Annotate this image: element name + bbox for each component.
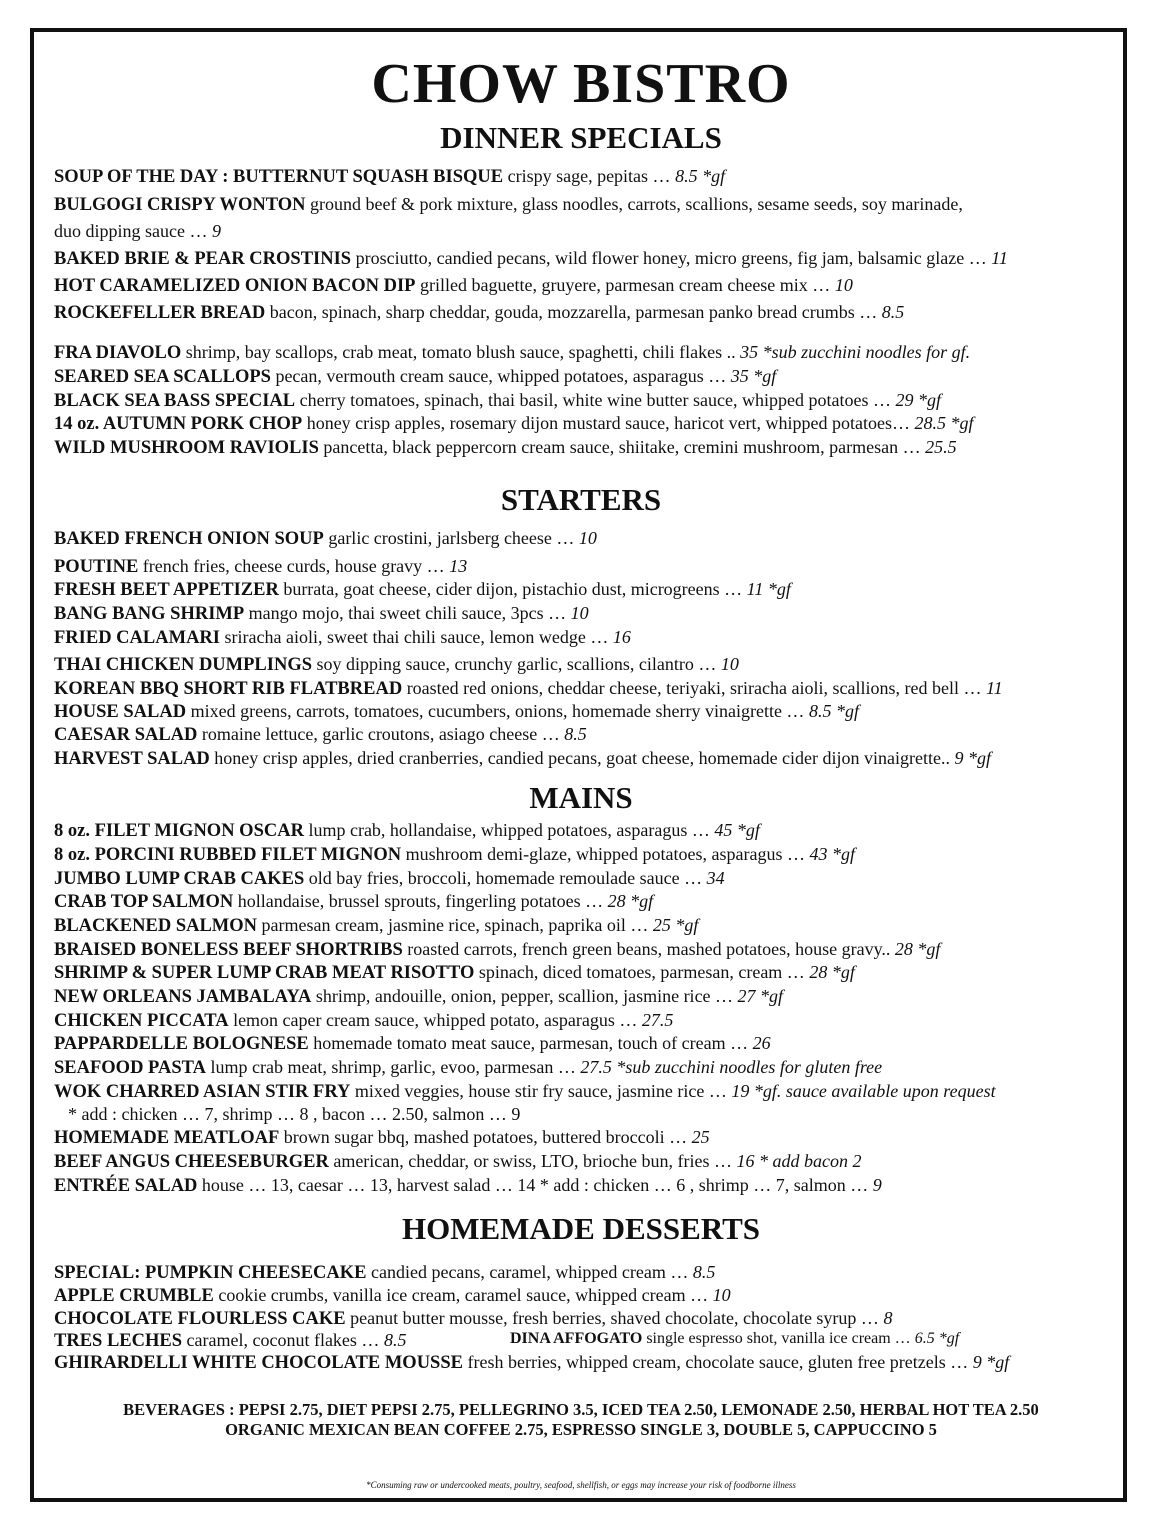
menu-item (54, 677, 1003, 700)
menu-item-name: SEAFOOD PASTA (54, 1058, 206, 1078)
menu-item-description: mango mojo, thai sweet chili sauce, 3pcs … (244, 603, 571, 623)
menu-item (54, 436, 957, 459)
menu-item-description: homemade tomato meat sauce, parmesan, touch of cream … (308, 1033, 753, 1053)
menu-item-name: HOUSE SALAD (54, 702, 187, 722)
menu-item (54, 274, 853, 297)
menu-item-description: brown sugar bbq, mashed potatoes, buttered broccoli … (279, 1127, 692, 1147)
menu-item-description: old bay fries, broccoli, homemade remoulade sauce … (304, 868, 707, 888)
menu-item-description: hollandaise, brussel sprouts, fingerling potatoes … (233, 891, 608, 911)
menu-item-name: 8 oz. FILET MIGNON OSCAR (54, 821, 304, 841)
menu-item-description: mixed veggies, house stir fry sauce, jasmine rice … (350, 1081, 732, 1101)
menu-item-description: shrimp, andouille, onion, pepper, scallion, jasmine rice … (311, 986, 738, 1006)
menu-item-price: 10 (834, 275, 853, 295)
beverages-line-1: BEVERAGES : PEPSI 2.75, DIET PEPSI 2.75, PELLEGRINO 3.5, ICED TEA 2.50, LEMONADE 2.50, HERBAL HOT TEA 2.50 (123, 1400, 1039, 1419)
menu-item (54, 1080, 996, 1103)
menu-item (54, 653, 739, 676)
menu-item-name: SEARED SEA SCALLOPS (54, 367, 271, 387)
menu-item-description: prosciutto, candied pecans, wild flower honey, micro greens, fig jam, balsamic glaze … (351, 248, 992, 268)
menu-item-description: mixed greens, carrots, tomatoes, cucumbers, onions, homemade sherry vinaigrette … (186, 701, 809, 721)
menu-item-name: FRA DIAVOLO (54, 343, 182, 363)
menu-item-description: grilled baguette, gruyere, parmesan cream cheese mix … (415, 275, 835, 295)
menu-item (54, 527, 597, 550)
menu-item-continuation (54, 220, 221, 242)
food-safety-footnote: *Consuming raw or undercooked meats, poultry, seafood, shellfish, or eggs may increase your risk of foodborne illness (366, 1480, 796, 1490)
menu-item-price: 9 (872, 1175, 882, 1195)
menu-item-price: 19 *gf. sauce available upon request (731, 1081, 996, 1101)
menu-item-description: romaine lettuce, garlic croutons, asiago cheese … (197, 724, 565, 744)
menu-item-name: ROCKEFELLER BREAD (54, 303, 266, 323)
menu-item-name: FRIED CALAMARI (54, 628, 220, 648)
menu-item (54, 1284, 731, 1307)
menu-item-price: 8.5 (692, 1262, 716, 1282)
menu-item-price: 28 *gf (607, 891, 654, 911)
menu-item-name: HOT CARAMELIZED ONION BACON DIP (54, 276, 416, 296)
menu-item-price: 16 (612, 627, 631, 647)
menu-item (54, 867, 725, 890)
menu-item-description: shrimp, bay scallops, crab meat, tomato blush sauce, spaghetti, chili flakes .. (181, 342, 741, 362)
menu-item-price: 10 (712, 1285, 731, 1305)
menu-item (54, 301, 904, 324)
menu-item-price: 8.5 *gf (808, 701, 859, 721)
menu-item-name: KOREAN BBQ SHORT RIB FLATBREAD (54, 679, 403, 699)
menu-item-description: ground beef & pork mixture, glass noodles, carrots, scallions, sesame seeds, soy marinade, (305, 194, 963, 214)
menu-item-price: 10 (570, 603, 589, 623)
menu-item (54, 1009, 673, 1032)
menu-item-description: pancetta, black peppercorn cream sauce, shiitake, cremini mushroom, parmesan … (318, 437, 926, 457)
menu-item-price: 28 *gf (894, 939, 941, 959)
beverages-line-2: ORGANIC MEXICAN BEAN COFFEE 2.75, ESPRESSO SINGLE 3, DOUBLE 5, CAPPUCCINO 5 (225, 1420, 937, 1439)
menu-item-price: 27 *gf (737, 986, 784, 1006)
menu-item (54, 819, 760, 842)
menu-item-name: POUTINE (54, 557, 139, 577)
menu-item (54, 247, 1008, 270)
menu-item (54, 626, 631, 649)
menu-item-description: french fries, cheese curds, house gravy … (138, 556, 450, 576)
menu-item-description: lump crab, hollandaise, whipped potatoes, asparagus … (303, 820, 715, 840)
menu-item-price: 29 *gf (895, 390, 941, 410)
menu-item (54, 843, 855, 866)
menu-item-name: BAKED BRIE & PEAR CROSTINIS (54, 249, 352, 269)
menu-item-description: mushroom demi-glaze, whipped potatoes, asparagus … (401, 844, 810, 864)
menu-item-price: 25.5 (925, 437, 957, 457)
menu-item-description: american, cheddar, or swiss, LTO, brioche bun, fries … (328, 1151, 737, 1171)
menu-item-name: SOUP OF THE DAY : BUTTERNUT SQUASH BISQUE (54, 167, 504, 187)
restaurant-title: CHOW BISTRO (371, 53, 791, 115)
menu-item (54, 1032, 771, 1055)
menu-item (54, 747, 991, 770)
menu-item-name: HOMEMADE MEATLOAF (54, 1128, 280, 1148)
menu-item (54, 1329, 406, 1352)
menu-item (54, 961, 855, 984)
menu-item (54, 1307, 892, 1330)
menu-item-name: BLACKENED SALMON (54, 916, 258, 936)
menu-item-price: 13 (449, 556, 468, 576)
menu-item-price: 25 *gf (652, 915, 699, 935)
menu-item-description: burrata, goat cheese, cider dijon, pistachio dust, microgreens … (278, 579, 747, 599)
menu-item-name: 14 oz. AUTUMN PORK CHOP (54, 414, 303, 434)
menu-item-price: 10 (720, 654, 739, 674)
menu-item (54, 1261, 715, 1284)
menu-item-description: house … 13, caesar … 13, harvest salad … 14 * add : chicken … 6 , shrimp … 7, salmon … (197, 1175, 873, 1195)
menu-item-name: PAPPARDELLE BOLOGNESE (54, 1034, 309, 1054)
menu-item-name: CHOCOLATE FLOURLESS CAKE (54, 1309, 346, 1329)
menu-item-price: 28 *gf (809, 962, 855, 982)
menu-item (54, 1351, 1009, 1374)
menu-item-name: GHIRARDELLI WHITE CHOCOLATE MOUSSE (54, 1353, 463, 1373)
menu-item-name: HARVEST SALAD (54, 749, 210, 769)
menu-item (54, 1150, 862, 1173)
menu-item (54, 341, 970, 364)
menu-item-description: roasted red onions, cheddar cheese, teriyaki, sriracha aioli, scallions, red bell … (402, 678, 986, 698)
menu-item-name: BAKED FRENCH ONION SOUP (54, 529, 324, 549)
menu-item-price: 25 (691, 1127, 710, 1147)
menu-item-name: BANG BANG SHRIMP (54, 604, 245, 624)
menu-item-description: lemon caper cream sauce, whipped potato, asparagus … (228, 1010, 642, 1030)
menu-item-name: JUMBO LUMP CRAB CAKES (54, 869, 305, 889)
menu-item-description: pecan, vermouth cream sauce, whipped potatoes, asparagus … (270, 366, 731, 386)
menu-item-description: honey crisp apples, dried cranberries, candied pecans, goat cheese, homemade cider dijon vinaigrette.. (209, 748, 955, 768)
menu-item-price: 43 *gf (809, 844, 855, 864)
menu-item (54, 578, 791, 601)
menu-item (54, 723, 587, 746)
menu-item-name: CRAB TOP SALMON (54, 892, 234, 912)
menu-item-description: honey crisp apples, rosemary dijon mustard sauce, haricot vert, whipped potatoes… (302, 413, 915, 433)
menu-item-description: fresh berries, whipped cream, chocolate sauce, gluten free pretzels … (462, 1352, 973, 1372)
menu-item-description: soy dipping sauce, crunchy garlic, scallions, cilantro … (312, 654, 721, 674)
menu-item (54, 985, 783, 1008)
menu-item-description: duo dipping sauce … (54, 221, 212, 241)
menu-item-price: 35 *gf (730, 366, 777, 386)
menu-item-name: APPLE CRUMBLE (54, 1286, 214, 1306)
menu-item-name: SPECIAL: PUMPKIN CHEESECAKE (54, 1263, 367, 1283)
menu-item-description: sriracha aioli, sweet thai chili sauce, lemon wedge … (220, 627, 613, 647)
menu-item-price: 8.5 (383, 1330, 407, 1350)
menu-item (54, 165, 725, 188)
menu-item-price: 45 *gf (714, 820, 760, 840)
menu-item-description: garlic crostini, jarlsberg cheese … (323, 528, 579, 548)
menu-item-name: BLACK SEA BASS SPECIAL (54, 391, 296, 411)
menu-item-price: 11 *gf (746, 579, 791, 599)
menu-item-name: SHRIMP & SUPER LUMP CRAB MEAT RISOTTO (54, 963, 475, 983)
menu-item (54, 412, 974, 435)
menu-item-price: 9 *gf (972, 1352, 1010, 1372)
menu-item-name: CHICKEN PICCATA (54, 1011, 229, 1031)
menu-item-name: TRES LECHES (54, 1331, 183, 1351)
stir-fry-addons: * add : chicken … 7, shrimp … 8 , bacon … 2.50, salmon … 9 (68, 1104, 521, 1124)
section-heading-starters: STARTERS (500, 482, 662, 517)
menu-item-price: 27.5 (641, 1010, 674, 1030)
menu-item-name: CAESAR SALAD (54, 725, 198, 745)
menu-item-description: parmesan cream, jasmine rice, spinach, paprika oil … (257, 915, 653, 935)
menu-item-price: 35 *sub zucchini noodles for gf. (740, 342, 971, 362)
menu-item (54, 1174, 882, 1197)
section-heading-mains: MAINS (529, 780, 633, 815)
menu-item-description: bacon, spinach, sharp cheddar, gouda, mozzarella, parmesan panko bread crumbs … (265, 302, 882, 322)
menu-item-description: spinach, diced tomatoes, parmesan, cream … (474, 962, 810, 982)
menu-item (54, 914, 698, 937)
menu-item-description: candied pecans, caramel, whipped cream … (366, 1262, 693, 1282)
menu-item-price: 26 (752, 1033, 771, 1053)
menu-item-description: single espresso shot, vanilla ice cream … (642, 1330, 915, 1347)
menu-item-price: 8 (883, 1308, 893, 1328)
menu-item-name: 8 oz. PORCINI RUBBED FILET MIGNON (54, 845, 402, 865)
menu-item (54, 700, 859, 723)
menu-item-price: 6.5 *gf (914, 1330, 960, 1347)
menu-item-name: ENTRÉE SALAD (54, 1176, 198, 1196)
menu-item (54, 193, 963, 216)
menu-item-price: 8.5 (564, 724, 587, 744)
menu-item (54, 938, 940, 961)
menu-item-name: BEEF ANGUS CHEESEBURGER (54, 1152, 329, 1172)
menu-item-price: 9 *gf (954, 748, 992, 768)
menu-item-description: cherry tomatoes, spinach, thai basil, white wine butter sauce, whipped potatoes … (295, 390, 896, 410)
menu-item-name: WILD MUSHROOM RAVIOLIS (54, 438, 319, 458)
menu-item (54, 890, 653, 913)
section-heading-specials: DINNER SPECIALS (440, 120, 722, 155)
menu-item (54, 602, 589, 625)
menu-item-name: BRAISED BONELESS BEEF SHORTRIBS (54, 940, 403, 960)
section-heading-desserts: HOMEMADE DESSERTS (401, 1211, 761, 1246)
menu-item-price: 16 * add bacon 2 (736, 1151, 862, 1171)
menu-item (54, 555, 467, 578)
menu-item-name: WOK CHARRED ASIAN STIR FRY (54, 1082, 351, 1102)
menu-item-name: BULGOGI CRISPY WONTON (54, 195, 306, 215)
menu-item-price: 8.5 *gf (675, 166, 726, 186)
menu-item (510, 1330, 959, 1348)
menu-item-description: caramel, coconut flakes … (182, 1330, 384, 1350)
menu-item (54, 1126, 710, 1149)
menu-item-price: 28.5 *gf (914, 413, 974, 433)
menu-item-description: crispy sage, pepitas … (503, 166, 676, 186)
menu-item (54, 1056, 882, 1079)
menu-item-name: FRESH BEET APPETIZER (54, 580, 279, 600)
menu-item-name: DINA AFFOGATO (510, 1330, 643, 1347)
menu-item-description: lump crab meat, shrimp, garlic, evoo, parmesan … (205, 1057, 581, 1077)
menu-item-price: 27.5 *sub zucchini noodles for gluten free (580, 1057, 883, 1077)
menu-item-description: roasted carrots, french green beans, mashed potatoes, house gravy.. (402, 939, 895, 959)
menu-item-price: 11 (985, 678, 1003, 698)
menu-item-description: peanut butter mousse, fresh berries, shaved chocolate, chocolate syrup … (345, 1308, 884, 1328)
menu-item-price: 9 (211, 221, 221, 241)
menu-item-name: NEW ORLEANS JAMBALAYA (54, 987, 312, 1007)
menu-item-price: 34 (706, 868, 725, 888)
menu-item-name: THAI CHICKEN DUMPLINGS (54, 655, 312, 675)
menu-item (54, 389, 941, 412)
menu-item-price: 10 (578, 528, 597, 548)
menu-item-description: cookie crumbs, vanilla ice cream, caramel sauce, whipped cream … (213, 1285, 713, 1305)
menu-item-price: 11 (991, 248, 1008, 268)
menu-item-price: 8.5 (881, 302, 905, 322)
menu-item (54, 365, 776, 388)
